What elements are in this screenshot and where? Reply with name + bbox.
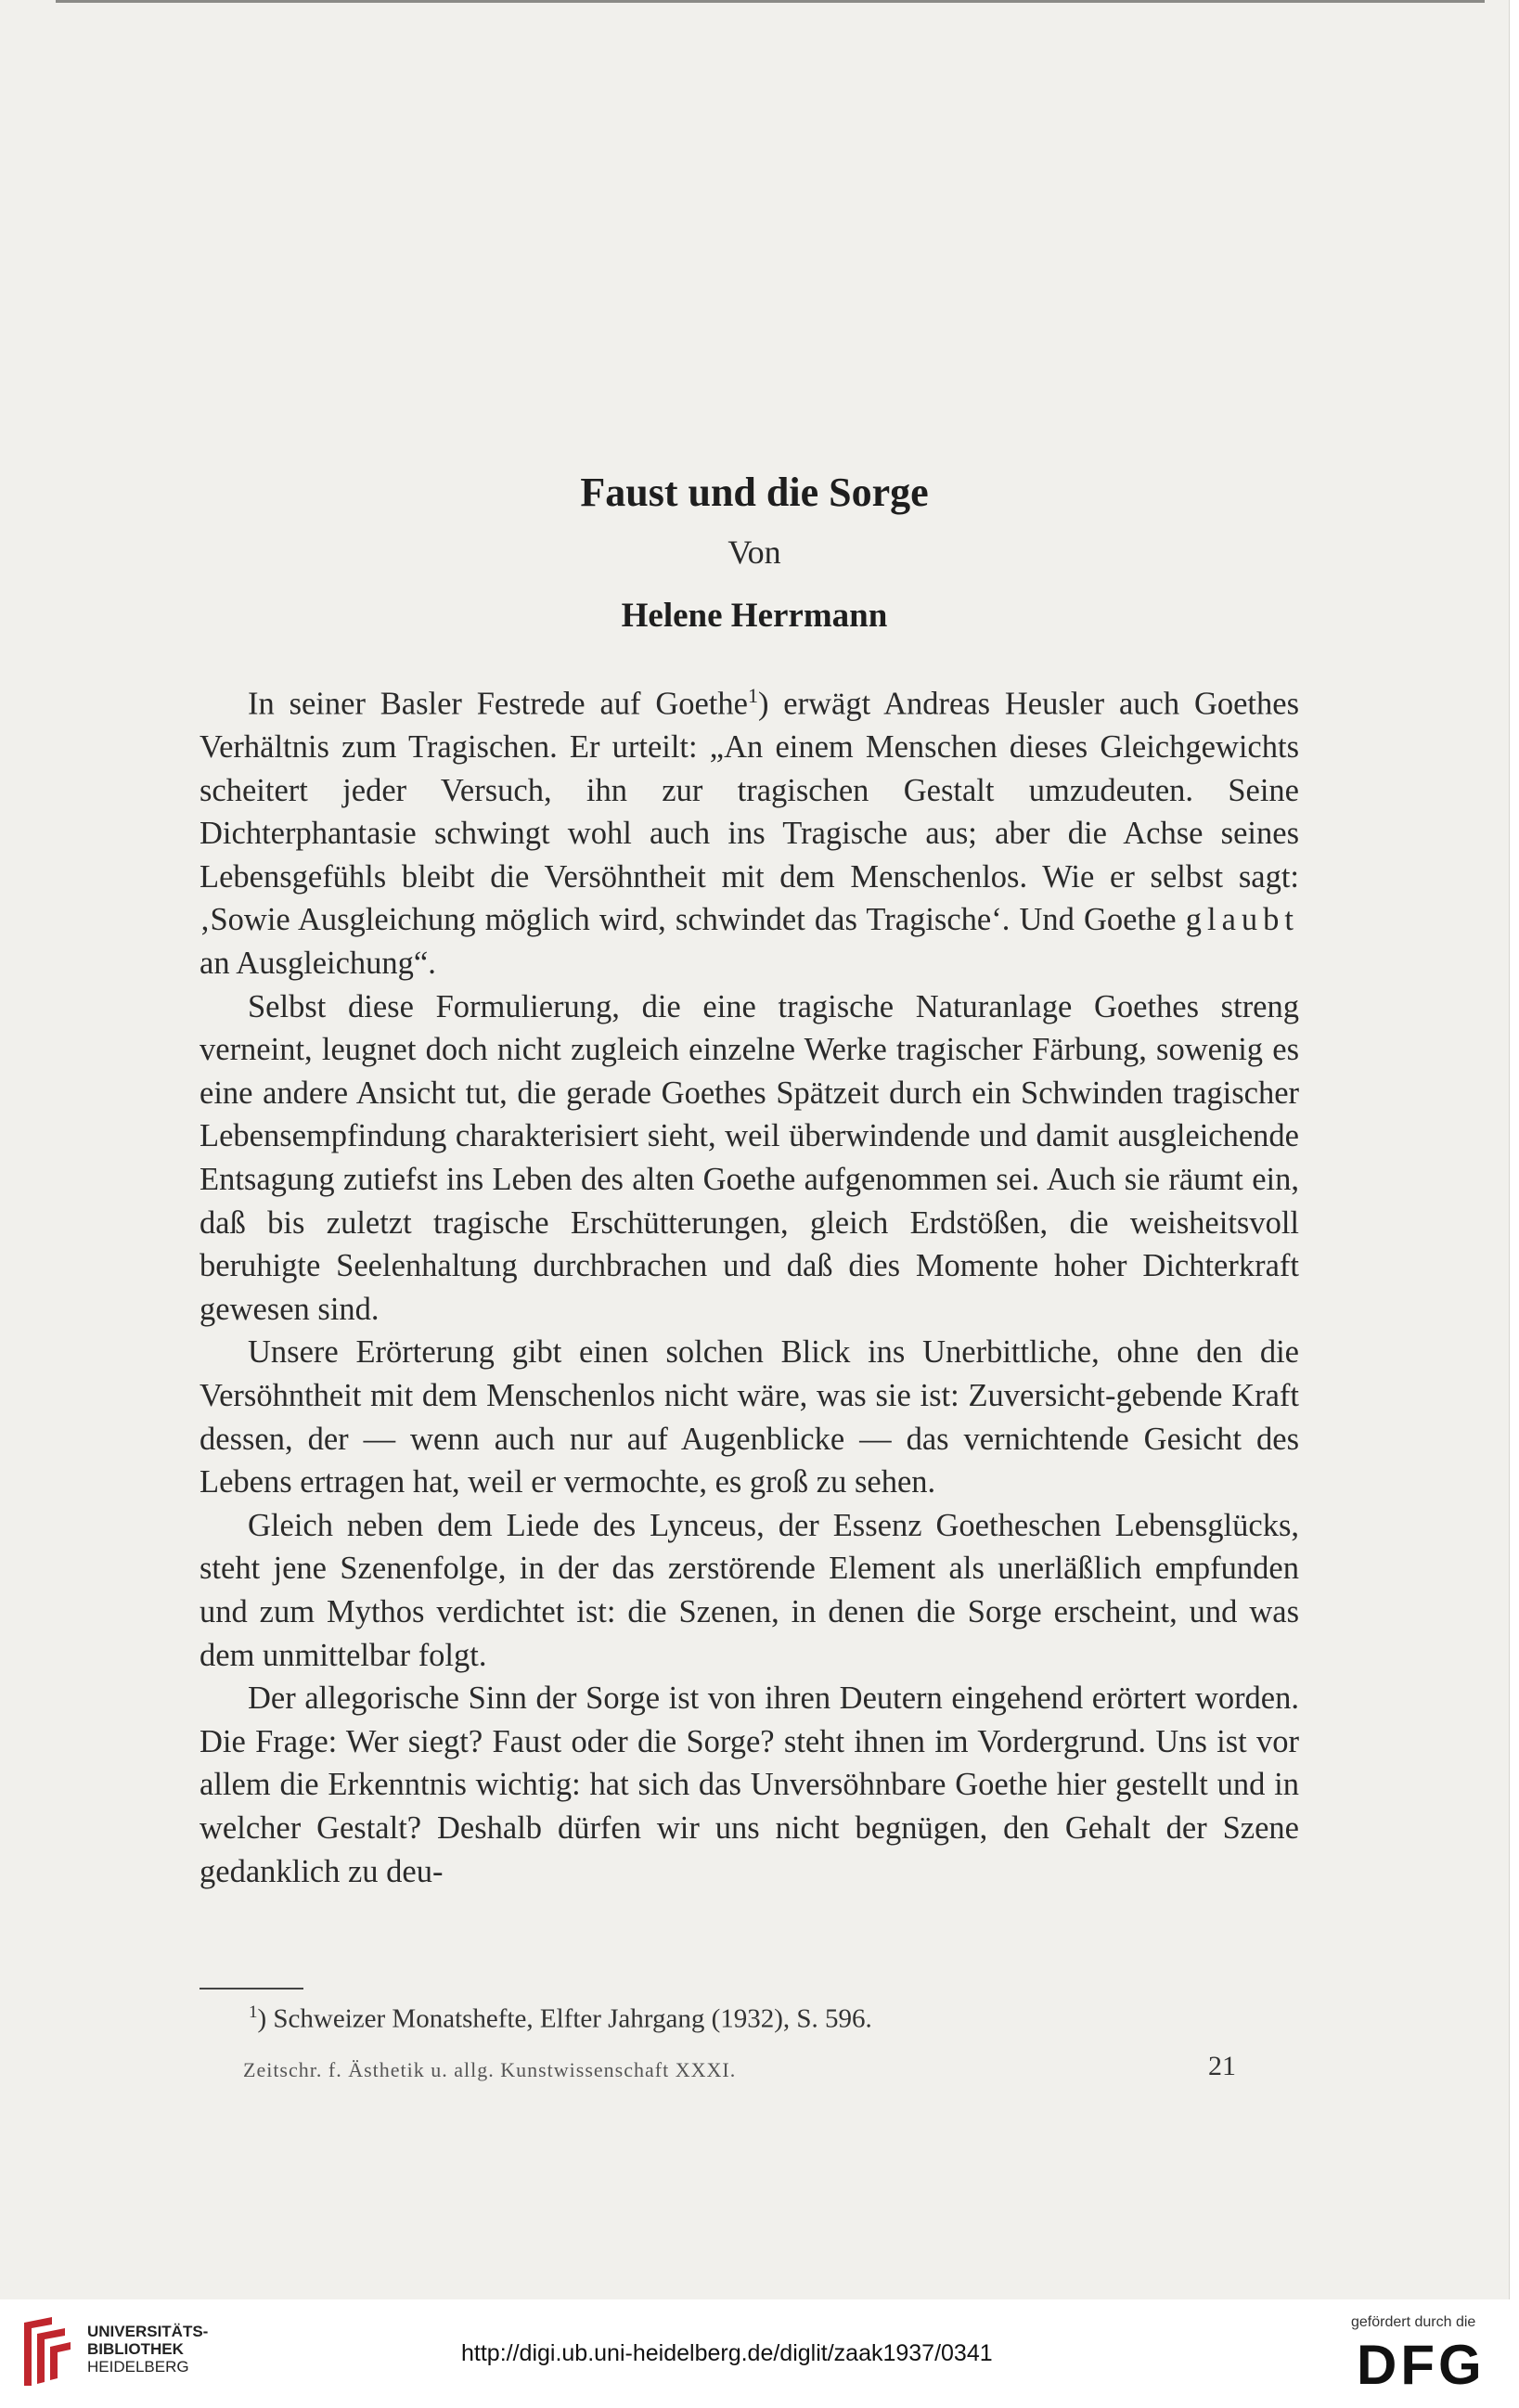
footnote-reference: 1: [747, 684, 758, 707]
journal-running-foot: Zeitschr. f. Ästhetik u. allg. Kunstwissenschaft XXXI.: [243, 2058, 737, 2081]
article-author: Helene Herrmann: [621, 597, 888, 635]
page-top-edge: [56, 0, 1485, 3]
library-name-line-3: HEIDELBERG: [87, 2358, 189, 2376]
paragraph-1-text-c: an Ausgleichung“.: [200, 946, 436, 982]
paragraph-2: Selbst diese Formulierung, die eine tragische Naturanlage Goethes streng verneint, leugnet doch nicht zugleich einzelne Werke tragischer Färbung, sowenig es eine andere Ansicht tut, die gerade Goethes Spätzeit durch ein Schwinden tragischer Lebensempfindung charakterisiert sieht, weil überwindende und damit ausgleichende Entsagung zutiefst ins Leben des alten Goethe aufgenommen sei. Auch sie räumt ein, daß bis zuletzt tragische Erschütterungen, gleich Erdstößen, die weisheitsvoll beruhigte Seelenhaltung durchbrachen und daß dies Momente hoher Dichterkraft gewesen sind.: [200, 988, 1299, 1327]
footnote-rule: [200, 1988, 303, 1989]
footnote: [249, 2002, 872, 2035]
page-number: 21: [1208, 2051, 1236, 2081]
paragraph-5: Der allegorische Sinn der Sorge ist von ihren Deutern eingehend erörtert worden. Die Frage: Wer siegt? Faust oder die Sorge? steht ihnen im Vordergrund. Uns ist vor allem die Erkenntnis wichtig: hat sich das Unversöhnbare Goethe hier gestellt und in welcher Gestalt? Deshalb dürfen wir uns nicht begnügen, den Gehalt der Szene gedanklich zu deu-: [200, 1680, 1299, 1889]
footnote-text: ) Schweizer Monatshefte, Elfter Jahrgang (1932), S. 596.: [257, 2003, 872, 2034]
article-body: [200, 675, 1299, 1893]
university-library-logo-icon: [20, 2313, 74, 2389]
library-name-line-1: UNIVERSITÄTS-: [87, 2323, 209, 2340]
paragraph-1-text-a: In seiner Basler Festrede auf Goethe: [248, 686, 748, 722]
dfg-logo: DFG: [1357, 2334, 1486, 2396]
article-title: Faust und die Sorge: [580, 470, 929, 515]
permalink-url[interactable]: http://digi.ub.uni-heidelberg.de/diglit/zaak1937/0341: [461, 2340, 993, 2366]
library-name-line-2: BIBLIOTHEK: [87, 2340, 184, 2358]
funded-by-label: gefördert durch die: [1351, 2314, 1476, 2330]
paragraph-1: [200, 675, 1299, 985]
paragraph-1-text-b: ) erwägt Andreas Heusler auch Goethes Verhältnis zum Tragischen. Er urteilt: „An einem Menschen dieses Gleichgewichts scheitert jeder Versuch, ihn zur tragischen Gestalt umzudeuten. Seine Dichterphantasie schwingt wohl auch ins Tragische aus; aber die Achse seines Lebensgefühls bleibt die Versöhntheit mit dem Menschenlos. Wie er selbst sagt: ‚Sowie Ausgleichung möglich wird, schwindet das Tragische‘. Und Goethe: [200, 686, 1299, 938]
byline-von: Von: [727, 534, 781, 571]
footnote-marker: 1: [249, 2002, 258, 2022]
paragraph-3: Unsere Erörterung gibt einen solchen Blick ins Unerbittliche, ohne den die Versöhntheit mit dem Menschenlos nicht wäre, was sie ist: Zuversicht-gebende Kraft dessen, der — wenn auch nur auf Augenblicke — das vernichtende Gesicht des Lebens ertragen hat, weil er vermochte, es groß zu sehen.: [200, 1334, 1299, 1500]
emphasis-glaubt: glaubt: [1185, 902, 1299, 938]
paragraph-4: Gleich neben dem Liede des Lynceus, der Essenz Goetheschen Lebensglücks, steht jene Szenenfolge, in der das zerstörende Element als unerläßlich empfunden und zum Mythos verdichtet ist: die Szenen, in denen die Sorge erscheint, und was dem unmittelbar folgt.: [200, 1507, 1299, 1673]
library-name: [87, 2323, 208, 2376]
